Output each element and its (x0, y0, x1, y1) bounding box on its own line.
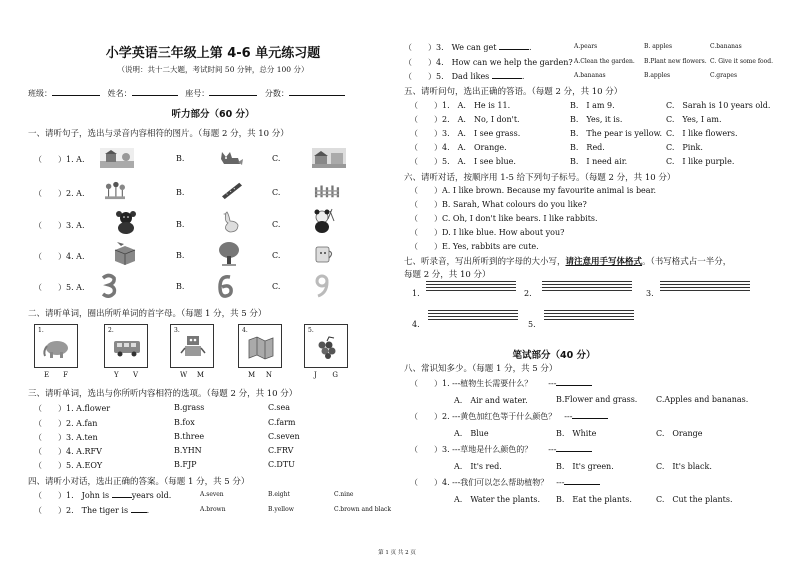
fox-picture (218, 148, 244, 168)
card-number: 4. (242, 327, 248, 334)
farm-house-picture (312, 148, 346, 168)
s4-q4: （ ）4. How can we help the garden? (404, 58, 573, 67)
section-7-heading-cont: 每题 2 分，共 10 分） (404, 270, 491, 280)
s4-q1-text-end: years old. (131, 491, 172, 500)
s4-q3 (404, 42, 532, 53)
s8-q3-b: B. It's green. (556, 462, 614, 471)
handwriting-lines-3[interactable] (660, 281, 750, 295)
s5-q1: （ ）1. A. He is 11. (410, 101, 511, 110)
answer-blank[interactable] (112, 497, 132, 498)
section-2-heading: 二、请听单词，圈出所听单词的首字母。（每题 1 分，共 5 分） (28, 309, 267, 319)
card-number: 1. (38, 327, 44, 334)
score-field[interactable] (289, 95, 345, 96)
number-nine-picture (312, 273, 332, 299)
s4-q5-b: B.apples (644, 72, 671, 79)
s4-q3-text: （ ）3. We can get (404, 43, 500, 52)
letter-card-5 (304, 324, 348, 379)
s7-heading-part: 七、听录音，写出所听到的字母的大小写， (404, 257, 566, 267)
section-3-heading: 三、请听单词，选出与你所听内容相符的选项。（每题 2 分，共 10 分） (28, 389, 298, 399)
s1-q4: （ ）4. A. (34, 252, 85, 261)
answer-blank[interactable] (564, 484, 600, 485)
handwriting-lines-1[interactable] (426, 281, 516, 295)
bus-picture (111, 338, 143, 358)
fence-picture (312, 180, 342, 200)
farm-scene-picture (100, 148, 134, 168)
number-six-picture (216, 273, 236, 299)
page-footer: 第 1 页 共 2 页 (378, 550, 416, 556)
letter-option-a[interactable]: J (314, 371, 317, 379)
s3-q1-b: B.grass (174, 403, 205, 412)
s6-sentence-d: （ ）D. I like blue. How about you? (410, 228, 565, 237)
s5-q2-b: B. Yes, it is. (570, 115, 623, 124)
s4-q5-text-end: . (521, 72, 525, 81)
letter-card-3 (170, 324, 214, 379)
s7-num-1: 1. (412, 289, 420, 298)
map-picture (246, 335, 276, 361)
handwriting-lines-5[interactable] (544, 310, 634, 324)
s5-q2-c: C. Yes, I am. (666, 115, 722, 124)
s5-q4: （ ）4. A. Orange. (410, 143, 507, 152)
number-three-picture (100, 273, 118, 299)
s4-q5-a: A.bananas (574, 72, 606, 79)
left-column (28, 0, 398, 561)
goose-picture (218, 209, 242, 235)
class-label: 班级： (28, 89, 52, 98)
letter-option-a[interactable]: Y (114, 371, 119, 379)
s6-sentence-c: （ ）C. Oh, I don't like bears. I like rabbits. (410, 214, 598, 223)
card-number: 3. (174, 327, 180, 334)
s1-c-label: C. (272, 188, 281, 197)
s6-sentence-b: （ ）B. Sarah, What colours do you like? (410, 200, 587, 209)
letter-option-b[interactable]: F (63, 371, 68, 379)
s8-q2 (410, 411, 608, 422)
s1-q5: （ ）5. A. (34, 283, 85, 292)
s3-q1: （ ）1. A.flower (34, 404, 111, 413)
answer-blank[interactable] (556, 451, 592, 452)
s5-q4-c: C. Pink. (666, 143, 703, 152)
letter-option-a[interactable]: E (44, 371, 50, 379)
section-7-heading (404, 255, 731, 267)
s1-q2: （ ）2. A. (34, 189, 85, 198)
s1-b-label: B. (176, 251, 185, 260)
s1-b-label: B. (176, 188, 185, 197)
s5-q1-b: B. I am 9. (570, 101, 615, 110)
handwriting-lines-4[interactable] (428, 310, 518, 324)
section-8-heading: 八、常识知多少。（每题 1 分，共 5 分） (404, 364, 558, 374)
s5-q3: （ ）3. A. I see grass. (410, 129, 521, 138)
s4-q2-a: A.brown (200, 506, 226, 513)
s3-q5: （ ）5. A.EOY (34, 461, 103, 470)
s4-q5-text: （ ）5. Dad likes (404, 72, 492, 81)
s4-q5 (404, 71, 524, 82)
s4-q2-c: C.brown and black (334, 506, 392, 513)
s8-q2-b: B. White (556, 429, 597, 438)
name-field[interactable] (132, 95, 178, 96)
s3-q4-c: C.FRV (268, 446, 294, 455)
student-info (28, 88, 345, 99)
s7-num-3: 3. (646, 289, 654, 298)
s3-q1-c: C.sea (268, 403, 290, 412)
section-5-heading: 五、请听问句，选出正确的答语。（每题 2 分，共 10 分） (404, 87, 623, 97)
s5-q5-c: C. I like purple. (666, 157, 735, 166)
s3-q3: （ ）3. A.ten (34, 433, 98, 442)
listening-section-title: 听力部分（60 分） (171, 109, 255, 120)
s4-q2 (34, 505, 149, 516)
answer-blank[interactable] (499, 49, 529, 50)
s4-q2-text-end: . (146, 506, 150, 515)
s8-q1-c: C.Apples and bananas. (656, 395, 749, 404)
card-number: 2. (108, 327, 114, 334)
page-title: 小学英语三年级上第 4-6 单元练习题 (105, 46, 321, 61)
s1-c-label: C. (272, 154, 281, 163)
s3-q5-b: B.FJP (174, 460, 197, 469)
s4-q4-b: B.Plant new flowers. (644, 58, 707, 65)
s8-q4-a: A. Water the plants. (454, 495, 541, 504)
s5-q3-b: B. The pear is yellow. (570, 129, 663, 138)
s3-q2: （ ）2. A.fan (34, 419, 98, 428)
letter-option-b[interactable]: G (332, 371, 338, 379)
letter-option-b[interactable]: V (132, 371, 138, 379)
answer-blank[interactable] (131, 512, 147, 513)
s1-b-label: B. (176, 282, 185, 291)
s4-q1-b: B.eight (268, 491, 290, 498)
letter-option-b[interactable]: N (265, 371, 272, 379)
letter-option-a[interactable]: M (248, 371, 256, 379)
handwriting-lines-2[interactable] (542, 281, 632, 295)
s3-q4-b: B.YHN (174, 446, 202, 455)
s4-q1-a: A.seven (200, 491, 224, 498)
letter-card-1 (34, 324, 78, 379)
s4-q1 (34, 490, 171, 501)
ruler-picture (218, 180, 246, 200)
card-number: 5. (308, 327, 314, 334)
section-4-heading: 四、请听小对话，选出正确的答案。（每题 1 分，共 5 分） (28, 477, 250, 487)
s4-q4-c: C. Give it some food. (710, 58, 774, 65)
s3-q3-b: B.three (174, 432, 205, 441)
s3-q5-c: C.DTU (268, 460, 295, 469)
teddy-bear-picture (112, 209, 140, 235)
s8-q3-a: A. It's red. (454, 462, 502, 471)
s7-num-2: 2. (524, 289, 532, 298)
s8-q4-text: （ ）4. ---我们可以怎么帮助植物？ --- (410, 478, 565, 487)
box-picture (112, 242, 138, 266)
s5-q5-b: B. I need air. (570, 157, 628, 166)
s8-q3-c: C. It's black. (656, 462, 712, 471)
writing-section-title: 笔试部分（40 分） (512, 350, 596, 361)
s8-q4-c: C. Cut the plants. (656, 495, 733, 504)
s8-q1-text: （ ）1. ---植物生长需要什么？ --- (410, 379, 557, 388)
tree-picture (216, 240, 242, 268)
letter-card-2 (104, 324, 148, 379)
robot-picture (180, 333, 206, 361)
answer-blank[interactable] (492, 78, 522, 79)
s7-num-4: 4. (412, 320, 420, 329)
s4-q3-text-end: . (529, 43, 532, 52)
flowers-picture (100, 180, 130, 200)
elephant-picture (41, 337, 73, 359)
letter-card-4 (238, 324, 282, 379)
s5-q4-b: B. Red. (570, 143, 605, 152)
score-label: 分数： (264, 89, 289, 98)
s8-q1-b: B.Flower and grass. (556, 395, 638, 404)
panda-picture (308, 207, 336, 235)
s8-q1-a: A. Air and water. (454, 396, 528, 405)
s1-q3: （ ）3. A. (34, 221, 85, 230)
s3-q3-c: C.seven (268, 432, 300, 441)
s8-q4-b: B. Eat the plants. (556, 495, 632, 504)
s4-q2-b: B.yellow (268, 506, 294, 513)
seat-label: 座号： (185, 89, 210, 98)
s4-q2-text: （ ）2. The tiger is (34, 506, 131, 515)
s5-q3-c: C. I like flowers. (666, 129, 738, 138)
s7-num-5: 5. (528, 320, 536, 329)
section-1-heading: 一、请听句子，选出与录音内容相符的图片。（每题 2 分，共 10 分） (28, 129, 289, 139)
s8-q2-text: （ ）2. ---黄色加红色等于什么颜色？ --- (410, 412, 573, 421)
s6-sentence-a: （ ）A. I like brown. Because my favourite animal is bear. (410, 186, 657, 195)
s8-q4 (410, 477, 600, 488)
s4-q3-b: B. apples (644, 43, 673, 50)
s5-q2: （ ）2. A. No, I don't. (410, 115, 520, 124)
grapes-picture (312, 335, 342, 361)
answer-blank[interactable] (556, 385, 592, 386)
s1-q1: （ ）1. A. (34, 155, 85, 164)
name-label: 姓名： (107, 89, 132, 98)
letter-option-b[interactable]: M (196, 371, 204, 379)
s4-q3-c: C.bananas (710, 43, 742, 50)
section-6-heading: 六、请听对话，按顺序用 1-5 给下列句子标号。（每题 2 分，共 10 分） (404, 173, 676, 183)
right-column (404, 0, 784, 561)
answer-blank[interactable] (572, 418, 608, 419)
s4-q1-c: C.nine (334, 491, 354, 498)
s3-q4: （ ）4. A.RFV (34, 447, 102, 456)
s3-q2-b: B.fox (174, 418, 195, 427)
s7-heading-part: 。（书写格式占一半分， (642, 257, 732, 267)
class-field[interactable] (52, 95, 100, 96)
s5-q5: （ ）5. A. I see blue. (410, 157, 516, 166)
mug-picture (312, 243, 336, 265)
s4-q1-text: （ ）1. John is (34, 491, 112, 500)
s8-q2-a: A. Blue (454, 429, 489, 438)
exam-instructions: （说明：共十二大题，考试时间 50 分钟，总分 100 分） (117, 65, 309, 74)
s8-q2-c: C. Orange (656, 429, 703, 438)
s8-q1 (410, 378, 592, 389)
s1-b-label: B. (176, 154, 185, 163)
s5-q1-c: C. Sarah is 10 years old. (666, 101, 771, 110)
letter-option-a[interactable]: W (180, 371, 188, 379)
s3-q2-c: C.farm (268, 418, 296, 427)
seat-field[interactable] (209, 95, 257, 96)
s4-q4-a: A.Clean the garden. (574, 58, 635, 65)
s1-c-label: C. (272, 282, 281, 291)
s1-b-label: B. (176, 220, 185, 229)
s1-c-label: C. (272, 220, 281, 229)
s1-c-label: C. (272, 251, 281, 260)
s8-q3-text: （ ）3. ---草地是什么颜色的？ --- (410, 445, 557, 454)
s4-q3-a: A.pears (574, 43, 598, 50)
s7-emphasis: 请注意用手写体格式 (565, 257, 643, 267)
s4-q5-c: C.grapes (710, 72, 738, 79)
s8-q3 (410, 444, 592, 455)
s6-sentence-e: （ ）E. Yes, rabbits are cute. (410, 242, 539, 251)
